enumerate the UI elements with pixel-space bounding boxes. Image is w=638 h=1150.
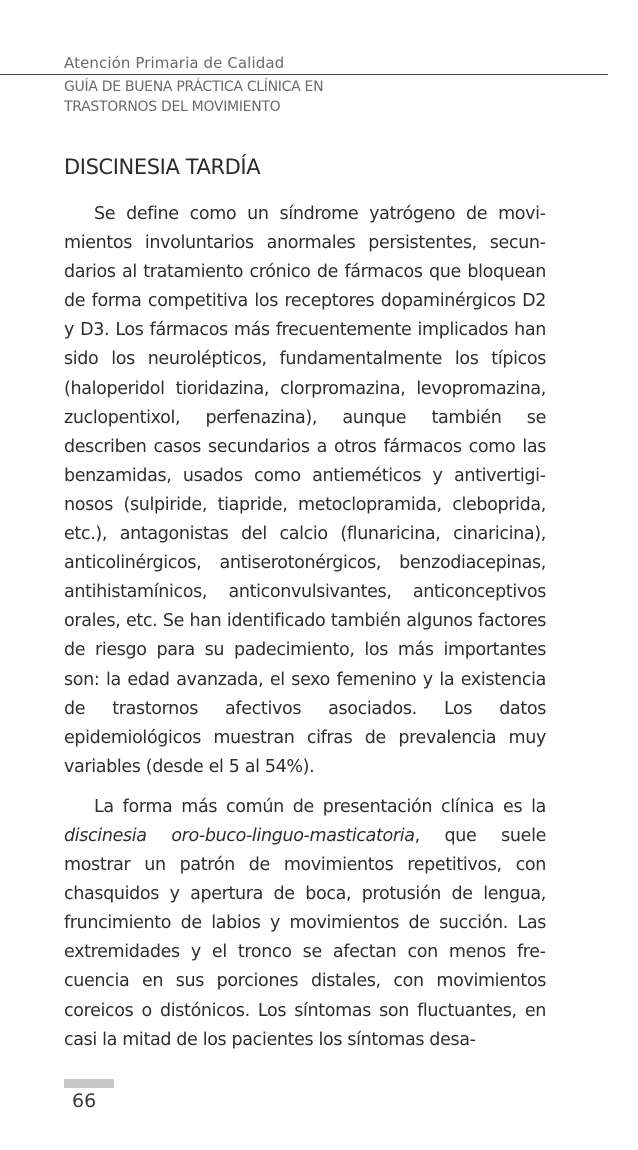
footer-bar — [64, 1079, 114, 1088]
paragraph-2-start: La forma más común de presentación clínica es la — [94, 796, 546, 817]
body-text — [64, 200, 546, 1066]
series-title: Atención Primaria de Calidad — [64, 54, 285, 72]
paragraph-2-end: , que suele mostrar un patrón de movimientos repetitivos, con chasquidos y apertura de boca, protusión de lengua, fruncimiento de labios y movimientos de succión. Las extremidades y el tronco se afectan con menos frecuencia en sus porciones distales, con movimientos coreicos o distónicos. Los síntomas son fluctuantes, en casi la mitad de los pacientes los síntomas desa- — [64, 825, 546, 1050]
running-header — [64, 54, 544, 117]
guide-title — [64, 77, 544, 117]
paragraph-2 — [64, 793, 546, 1055]
header-rule — [0, 74, 608, 75]
section-title: DISCINESIA TARDÍA — [64, 155, 261, 179]
page-number: 66 — [72, 1090, 97, 1112]
guide-title-line-2: TRASTORNOS DEL MOVIMIENTO — [64, 99, 281, 115]
paragraph-1: Se define como un síndrome yatrógeno de movimientos involuntarios anormales persistentes, secundarios al tratamiento crónico de fármacos que bloquean de forma competitiva los receptores dopaminérgicos D2 y D3. Los fármacos más frecuentemente implicados han sido los neurolépticos, fundamentalmente los típicos (haloperidol tioridazina, clorpromazina, levopromazina, zuclopentixol, perfenazina), aunque también se describen casos secundarios a otros fármacos como las benzamidas, usados como antieméticos y antivertiginosos (sulpiride, tiapride, metoclopramida, cleboprida, etc.), antagonistas del calcio (flunaricina, cinaricina), anticolinérgicos, antiserotonérgicos, benzodiacepinas, antihistamínicos, anticonvulsivantes, anticonceptivos orales, etc. Se han identificado también algunos factores de riesgo para su padecimiento, los más importantes son: la edad avanzada, el sexo femenino y la existencia de trastornos afectivos asociados. Los datos epidemiológicos muestran cifras de prevalencia muy variables (desde el 5 al 54%). — [64, 204, 546, 777]
guide-title-line-1: GUÍA DE BUENA PRÁCTICA CLÍNICA EN — [64, 79, 324, 95]
paragraph-2-emphasis: discinesia oro-buco-linguo-masticatoria — [64, 825, 415, 846]
